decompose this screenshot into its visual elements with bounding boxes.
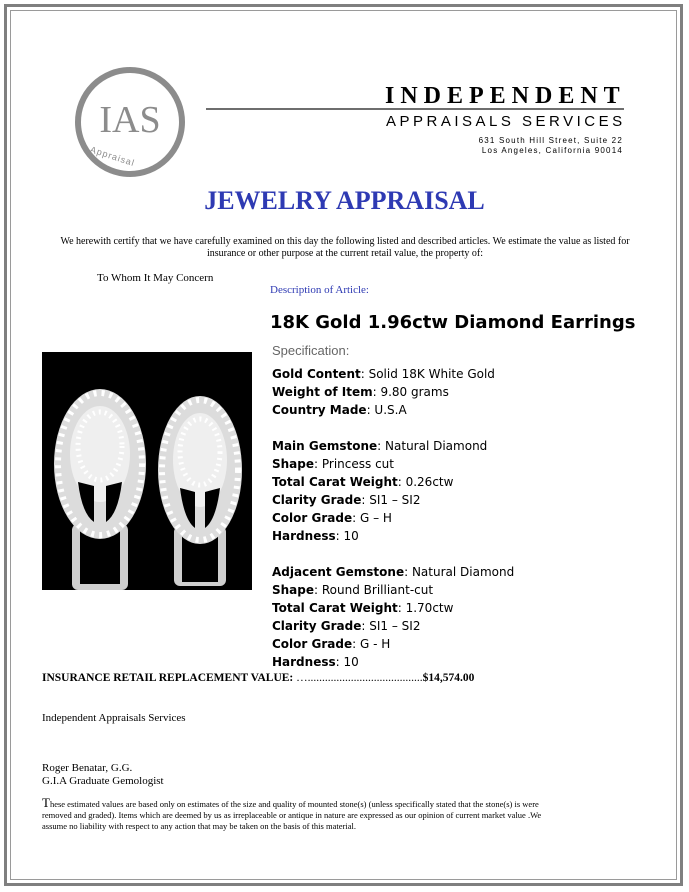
spec-label: Hardness [272,655,336,669]
signature-company: Independent Appraisals Services [42,712,186,724]
spec-value: U.S.A [374,403,407,417]
spec-row: Color Grade: G - H [272,637,391,651]
appraiser-title: G.I.A Graduate Gemologist [42,775,164,787]
spec-spacer [272,419,652,437]
spec-row: Main Gemstone: Natural Diamond [272,439,488,453]
insurance-value-line [42,672,474,684]
spec-label: Weight of Item [272,385,373,399]
spec-value: 9.80 grams [380,385,449,399]
spec-label: Shape [272,583,315,597]
spec-label: Hardness [272,529,336,543]
spec-label: Country Made [272,403,367,417]
spec-label: Shape [272,457,315,471]
company-subtitle: APPRAISALS SERVICES [386,113,626,130]
spec-label: Gold Content [272,367,361,381]
description-label: Description of Article: [270,284,369,296]
insurance-dots: …........................................ [296,672,423,684]
spec-row: Gold Content: Solid 18K White Gold [272,367,495,381]
property-of: To Whom It May Concern [97,272,214,284]
specification-label: Specification: [272,343,350,358]
spec-label: Color Grade [272,511,353,525]
earrings-photo [42,352,252,590]
spec-row: Clarity Grade: SI1 – SI2 [272,619,421,633]
spec-value: G - H [359,637,391,651]
document-title: JEWELRY APPRAISAL [204,186,485,215]
insurance-value: $14,574.00 [422,672,475,684]
spec-value: Solid 18K White Gold [368,367,495,381]
spec-label: Clarity Grade [272,619,362,633]
item-title: 18K Gold 1.96ctw Diamond Earrings [270,312,636,333]
spec-value: 10 [343,655,359,669]
company-address-line2: Los Angeles, California 90014 [481,146,623,155]
spec-value: 0.26ctw [405,475,454,489]
spec-row: Color Grade: G – H [272,511,392,525]
spec-row: Total Carat Weight: 0.26ctw [272,475,454,489]
spec-value: G – H [359,511,392,525]
spec-value: Natural Diamond [385,439,488,453]
disclaimer-first-letter: T [42,795,50,810]
spec-value: SI1 – SI2 [369,493,421,507]
spec-row: Total Carat Weight: 1.70ctw [272,601,454,615]
spec-row: Clarity Grade: SI1 – SI2 [272,493,421,507]
spec-label: Main Gemstone [272,439,378,453]
spec-value: 10 [343,529,359,543]
spec-label: Total Carat Weight [272,475,398,489]
certification-text: We herewith certify that we have carefully examined on this day the following listed and described articles. We estimate the value as listed for insurance or other purpose at the current retail value, the property of: [60,236,630,259]
spec-label: Adjacent Gemstone [272,565,405,579]
spec-value: Natural Diamond [411,565,515,579]
specification-list [272,365,652,671]
spec-label: Total Carat Weight [272,601,398,615]
spec-row: Shape: Princess cut [272,457,394,471]
appraiser-name: Roger Benatar, G.G. [42,762,133,774]
spec-label: Clarity Grade [272,493,362,507]
spec-row: Shape: Round Brilliant-cut [272,583,434,597]
spec-value: 1.70ctw [405,601,454,615]
spec-row: Hardness: 10 [272,529,359,543]
disclaimer-text: hese estimated values are based only on estimates of the size and quality of mounted stone(s) (unless specifically stated that the stone(s) is were removed and graded). Items which are deemed by us as irreplaceable or antique in nature are expressed as our opinion of current market value .We assume no liability with respect to any action that may be taken on the basis of this material. [42,799,542,831]
spec-value: Round Brilliant-cut [321,583,434,597]
spec-row: Country Made: U.S.A [272,403,407,417]
logo-ring-text: Appraisal [88,144,137,169]
spec-label: Color Grade [272,637,353,651]
insurance-label: INSURANCE RETAIL REPLACEMENT VALUE: [42,672,294,684]
company-name: INDEPENDENT [385,83,626,109]
logo-monogram: IAS [99,99,161,141]
spec-row: Weight of Item: 9.80 grams [272,385,449,399]
spec-spacer [272,545,652,563]
spec-value: SI1 – SI2 [369,619,421,633]
disclaimer [42,797,562,832]
spec-row: Adjacent Gemstone: Natural Diamond [272,565,515,579]
spec-row: Hardness: 10 [272,655,359,669]
ias-logo [74,66,186,178]
company-address-line1: 631 South Hill Street, Suite 22 [478,136,623,145]
spec-value: Princess cut [321,457,394,471]
